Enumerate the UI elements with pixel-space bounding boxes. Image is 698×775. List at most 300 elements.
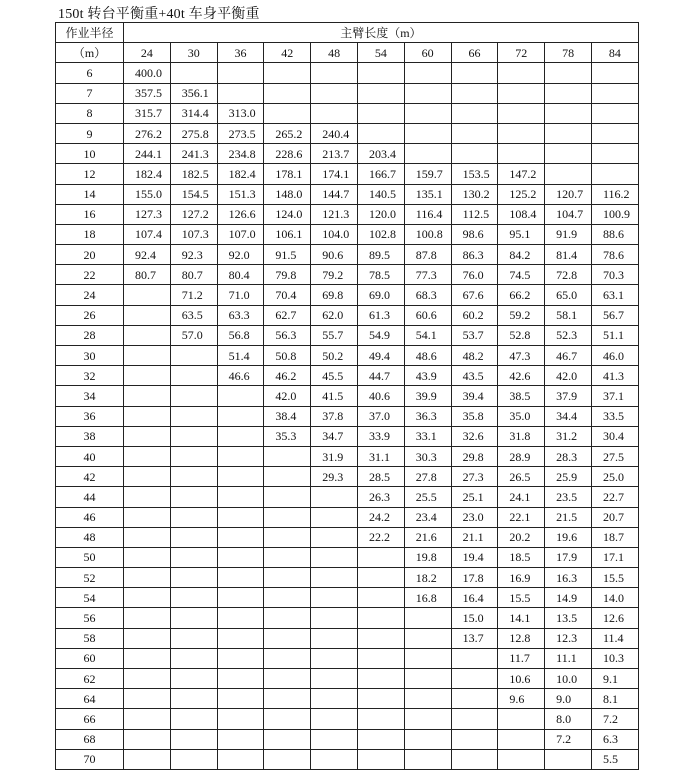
radius-cell: 16 bbox=[56, 204, 124, 224]
load-cell bbox=[170, 568, 217, 588]
load-cell: 21.1 bbox=[451, 527, 498, 547]
load-cell bbox=[217, 648, 264, 668]
load-cell: 79.8 bbox=[264, 265, 311, 285]
load-cell: 17.8 bbox=[451, 568, 498, 588]
load-cell: 100.9 bbox=[591, 204, 638, 224]
boom-length-84: 84 bbox=[591, 43, 638, 63]
load-cell bbox=[311, 487, 358, 507]
load-cell bbox=[311, 547, 358, 567]
load-cell bbox=[217, 426, 264, 446]
load-cell: 107.0 bbox=[217, 224, 264, 244]
table-row bbox=[56, 568, 639, 588]
load-cell bbox=[170, 406, 217, 426]
load-cell: 13.7 bbox=[451, 628, 498, 648]
load-cell: 43.5 bbox=[451, 366, 498, 386]
load-cell bbox=[498, 749, 545, 769]
load-cell: 241.3 bbox=[170, 144, 217, 164]
load-cell bbox=[124, 527, 171, 547]
load-cell: 33.5 bbox=[591, 406, 638, 426]
table-row bbox=[56, 83, 639, 103]
load-cell: 33.9 bbox=[357, 426, 404, 446]
load-cell: 148.0 bbox=[264, 184, 311, 204]
load-cell: 47.3 bbox=[498, 346, 545, 366]
table-row bbox=[56, 669, 639, 689]
load-cell: 153.5 bbox=[451, 164, 498, 184]
load-cell bbox=[498, 144, 545, 164]
load-cell bbox=[451, 103, 498, 123]
load-cell bbox=[357, 709, 404, 729]
load-cell bbox=[311, 608, 358, 628]
table-row bbox=[56, 63, 639, 83]
load-cell: 45.5 bbox=[311, 366, 358, 386]
load-cell: 70.4 bbox=[264, 285, 311, 305]
radius-cell: 8 bbox=[56, 103, 124, 123]
load-cell bbox=[124, 588, 171, 608]
load-cell bbox=[170, 527, 217, 547]
load-cell bbox=[217, 83, 264, 103]
load-cell: 107.3 bbox=[170, 224, 217, 244]
load-cell bbox=[124, 749, 171, 769]
load-cell bbox=[357, 608, 404, 628]
load-cell: 112.5 bbox=[451, 204, 498, 224]
table-row bbox=[56, 164, 639, 184]
load-cell bbox=[451, 749, 498, 769]
load-cell: 19.6 bbox=[545, 527, 592, 547]
load-cell: 48.6 bbox=[404, 346, 451, 366]
boom-length-header: 主臂长度（m） bbox=[124, 23, 639, 43]
load-cell bbox=[404, 103, 451, 123]
table-row bbox=[56, 507, 639, 527]
table-row bbox=[56, 588, 639, 608]
load-cell bbox=[264, 648, 311, 668]
load-cell: 35.3 bbox=[264, 426, 311, 446]
load-cell bbox=[124, 547, 171, 567]
load-cell: 62.7 bbox=[264, 305, 311, 325]
load-cell: 14.0 bbox=[591, 588, 638, 608]
load-cell: 90.6 bbox=[311, 245, 358, 265]
load-cell: 68.3 bbox=[404, 285, 451, 305]
load-cell bbox=[357, 63, 404, 83]
load-cell: 41.5 bbox=[311, 386, 358, 406]
load-cell: 178.1 bbox=[264, 164, 311, 184]
load-cell bbox=[217, 446, 264, 466]
load-cell: 54.1 bbox=[404, 325, 451, 345]
load-cell: 19.4 bbox=[451, 547, 498, 567]
load-cell: 46.2 bbox=[264, 366, 311, 386]
load-cell: 91.9 bbox=[545, 224, 592, 244]
load-cell bbox=[311, 669, 358, 689]
load-cell: 28.5 bbox=[357, 467, 404, 487]
boom-length-66: 66 bbox=[451, 43, 498, 63]
load-cell: 66.2 bbox=[498, 285, 545, 305]
load-cell: 174.1 bbox=[311, 164, 358, 184]
table-row bbox=[56, 325, 639, 345]
table-row bbox=[56, 487, 639, 507]
load-cell: 34.7 bbox=[311, 426, 358, 446]
radius-cell: 32 bbox=[56, 366, 124, 386]
table-row bbox=[56, 689, 639, 709]
load-cell: 16.3 bbox=[545, 568, 592, 588]
load-cell bbox=[451, 144, 498, 164]
radius-cell: 12 bbox=[56, 164, 124, 184]
radius-cell: 18 bbox=[56, 224, 124, 244]
load-cell bbox=[124, 628, 171, 648]
load-cell: 17.9 bbox=[545, 547, 592, 567]
load-cell: 15.0 bbox=[451, 608, 498, 628]
load-cell bbox=[451, 709, 498, 729]
radius-cell: 36 bbox=[56, 406, 124, 426]
load-cell: 98.6 bbox=[451, 224, 498, 244]
load-cell: 22.7 bbox=[591, 487, 638, 507]
load-cell bbox=[357, 568, 404, 588]
load-cell bbox=[124, 305, 171, 325]
load-cell: 9.1 bbox=[591, 669, 638, 689]
load-cell bbox=[217, 729, 264, 749]
load-cell: 23.4 bbox=[404, 507, 451, 527]
load-cell bbox=[498, 103, 545, 123]
load-cell: 58.1 bbox=[545, 305, 592, 325]
load-cell: 147.2 bbox=[498, 164, 545, 184]
radius-cell: 66 bbox=[56, 709, 124, 729]
load-cell bbox=[545, 63, 592, 83]
load-cell: 78.5 bbox=[357, 265, 404, 285]
load-cell: 63.5 bbox=[170, 305, 217, 325]
boom-length-60: 60 bbox=[404, 43, 451, 63]
load-cell: 14.9 bbox=[545, 588, 592, 608]
load-cell bbox=[264, 83, 311, 103]
load-cell bbox=[124, 386, 171, 406]
load-cell: 116.2 bbox=[591, 184, 638, 204]
table-row bbox=[56, 245, 639, 265]
load-cell: 12.8 bbox=[498, 628, 545, 648]
table-title: 150t 转台平衡重+40t 车身平衡重 bbox=[58, 7, 260, 22]
load-cell: 313.0 bbox=[217, 103, 264, 123]
load-cell bbox=[311, 749, 358, 769]
radius-cell: 44 bbox=[56, 487, 124, 507]
load-cell bbox=[170, 467, 217, 487]
load-cell: 91.5 bbox=[264, 245, 311, 265]
load-cell: 25.5 bbox=[404, 487, 451, 507]
load-cell: 33.1 bbox=[404, 426, 451, 446]
load-cell: 273.5 bbox=[217, 123, 264, 143]
load-cell bbox=[404, 144, 451, 164]
load-cell: 11.1 bbox=[545, 648, 592, 668]
radius-cell: 50 bbox=[56, 547, 124, 567]
load-cell: 28.9 bbox=[498, 446, 545, 466]
load-cell: 18.7 bbox=[591, 527, 638, 547]
load-cell: 62.0 bbox=[311, 305, 358, 325]
load-cell: 36.3 bbox=[404, 406, 451, 426]
boom-length-24: 24 bbox=[124, 43, 171, 63]
load-cell bbox=[217, 386, 264, 406]
load-cell: 77.3 bbox=[404, 265, 451, 285]
load-cell: 35.8 bbox=[451, 406, 498, 426]
load-cell bbox=[264, 547, 311, 567]
load-cell bbox=[124, 689, 171, 709]
load-cell: 276.2 bbox=[124, 123, 171, 143]
load-cell bbox=[217, 507, 264, 527]
boom-length-42: 42 bbox=[264, 43, 311, 63]
load-cell: 13.5 bbox=[545, 608, 592, 628]
radius-cell: 56 bbox=[56, 608, 124, 628]
load-cell bbox=[357, 729, 404, 749]
load-cell bbox=[217, 487, 264, 507]
load-cell: 46.0 bbox=[591, 346, 638, 366]
boom-length-72: 72 bbox=[498, 43, 545, 63]
load-cell: 18.2 bbox=[404, 568, 451, 588]
load-cell: 35.0 bbox=[498, 406, 545, 426]
load-cell: 135.1 bbox=[404, 184, 451, 204]
radius-cell: 42 bbox=[56, 467, 124, 487]
load-cell bbox=[311, 527, 358, 547]
table-row bbox=[56, 224, 639, 244]
load-cell: 31.8 bbox=[498, 426, 545, 446]
load-cell bbox=[217, 588, 264, 608]
boom-length-36: 36 bbox=[217, 43, 264, 63]
load-cell: 56.8 bbox=[217, 325, 264, 345]
load-cell: 234.8 bbox=[217, 144, 264, 164]
load-cell bbox=[404, 123, 451, 143]
load-cell bbox=[451, 123, 498, 143]
load-cell: 16.8 bbox=[404, 588, 451, 608]
load-cell: 11.4 bbox=[591, 628, 638, 648]
load-cell: 46.6 bbox=[217, 366, 264, 386]
load-cell: 24.2 bbox=[357, 507, 404, 527]
load-cell: 37.0 bbox=[357, 406, 404, 426]
load-cell: 23.0 bbox=[451, 507, 498, 527]
load-cell bbox=[451, 83, 498, 103]
load-cell: 78.6 bbox=[591, 245, 638, 265]
load-cell bbox=[545, 103, 592, 123]
load-cell bbox=[217, 547, 264, 567]
load-cell: 79.2 bbox=[311, 265, 358, 285]
load-cell: 21.5 bbox=[545, 507, 592, 527]
load-cell: 80.4 bbox=[217, 265, 264, 285]
load-cell bbox=[591, 123, 638, 143]
load-cell: 155.0 bbox=[124, 184, 171, 204]
load-cell: 40.6 bbox=[357, 386, 404, 406]
load-cell: 27.5 bbox=[591, 446, 638, 466]
load-cell: 15.5 bbox=[498, 588, 545, 608]
load-cell: 56.7 bbox=[591, 305, 638, 325]
load-cell bbox=[170, 709, 217, 729]
load-cell: 9.0 bbox=[545, 689, 592, 709]
load-cell bbox=[404, 669, 451, 689]
load-cell: 11.7 bbox=[498, 648, 545, 668]
load-cell: 8.0 bbox=[545, 709, 592, 729]
load-cell bbox=[264, 507, 311, 527]
table-row bbox=[56, 527, 639, 547]
load-cell: 48.2 bbox=[451, 346, 498, 366]
table-row bbox=[56, 346, 639, 366]
radius-cell: 28 bbox=[56, 325, 124, 345]
load-cell: 25.0 bbox=[591, 467, 638, 487]
load-cell: 228.6 bbox=[264, 144, 311, 164]
load-cell bbox=[404, 648, 451, 668]
boom-length-78: 78 bbox=[545, 43, 592, 63]
load-cell: 8.1 bbox=[591, 689, 638, 709]
table-row bbox=[56, 184, 639, 204]
radius-cell: 6 bbox=[56, 63, 124, 83]
load-cell: 74.5 bbox=[498, 265, 545, 285]
load-cell: 7.2 bbox=[545, 729, 592, 749]
load-cell: 49.4 bbox=[357, 346, 404, 366]
load-cell bbox=[124, 729, 171, 749]
load-cell bbox=[591, 83, 638, 103]
load-cell: 71.2 bbox=[170, 285, 217, 305]
table-row bbox=[56, 265, 639, 285]
load-cell: 55.7 bbox=[311, 325, 358, 345]
load-cell: 124.0 bbox=[264, 204, 311, 224]
radius-cell: 7 bbox=[56, 83, 124, 103]
load-cell bbox=[170, 386, 217, 406]
load-cell: 275.8 bbox=[170, 123, 217, 143]
load-cell: 31.1 bbox=[357, 446, 404, 466]
load-cell bbox=[404, 709, 451, 729]
load-cell bbox=[451, 689, 498, 709]
load-cell: 69.8 bbox=[311, 285, 358, 305]
load-cell bbox=[545, 83, 592, 103]
load-cell bbox=[311, 628, 358, 648]
boom-length-48: 48 bbox=[311, 43, 358, 63]
load-cell: 69.0 bbox=[357, 285, 404, 305]
load-cell bbox=[170, 689, 217, 709]
load-cell bbox=[264, 527, 311, 547]
load-cell: 42.6 bbox=[498, 366, 545, 386]
load-cell: 120.7 bbox=[545, 184, 592, 204]
load-cell: 108.4 bbox=[498, 204, 545, 224]
load-cell bbox=[124, 507, 171, 527]
load-cell: 76.0 bbox=[451, 265, 498, 285]
load-cell bbox=[170, 507, 217, 527]
load-cell: 10.6 bbox=[498, 669, 545, 689]
radius-cell: 68 bbox=[56, 729, 124, 749]
radius-cell: 38 bbox=[56, 426, 124, 446]
table-row bbox=[56, 709, 639, 729]
load-cell: 39.9 bbox=[404, 386, 451, 406]
load-cell: 37.9 bbox=[545, 386, 592, 406]
load-cell bbox=[264, 709, 311, 729]
load-cell bbox=[357, 628, 404, 648]
table-row bbox=[56, 204, 639, 224]
load-cell bbox=[498, 729, 545, 749]
load-cell: 7.2 bbox=[591, 709, 638, 729]
load-cell bbox=[124, 608, 171, 628]
load-cell: 130.2 bbox=[451, 184, 498, 204]
load-cell bbox=[591, 63, 638, 83]
table-row bbox=[56, 406, 639, 426]
load-cell bbox=[404, 689, 451, 709]
load-cell bbox=[545, 123, 592, 143]
table-row bbox=[56, 467, 639, 487]
load-cell bbox=[591, 103, 638, 123]
load-cell: 63.3 bbox=[217, 305, 264, 325]
load-cell bbox=[264, 487, 311, 507]
load-cell: 213.7 bbox=[311, 144, 358, 164]
load-cell bbox=[170, 669, 217, 689]
load-cell bbox=[264, 568, 311, 588]
load-cell: 22.2 bbox=[357, 527, 404, 547]
load-cell bbox=[264, 749, 311, 769]
load-cell bbox=[170, 446, 217, 466]
radius-cell: 40 bbox=[56, 446, 124, 466]
load-cell: 26.3 bbox=[357, 487, 404, 507]
load-cell bbox=[498, 63, 545, 83]
load-cell bbox=[311, 63, 358, 83]
load-cell: 60.6 bbox=[404, 305, 451, 325]
load-cell bbox=[311, 103, 358, 123]
load-cell: 159.7 bbox=[404, 164, 451, 184]
load-cell bbox=[124, 446, 171, 466]
load-cell: 125.2 bbox=[498, 184, 545, 204]
load-cell bbox=[217, 669, 264, 689]
radius-cell: 9 bbox=[56, 123, 124, 143]
load-cell bbox=[264, 446, 311, 466]
load-cell: 37.1 bbox=[591, 386, 638, 406]
load-cell: 37.8 bbox=[311, 406, 358, 426]
load-cell: 53.7 bbox=[451, 325, 498, 345]
load-cell: 182.4 bbox=[217, 164, 264, 184]
radius-cell: 46 bbox=[56, 507, 124, 527]
radius-cell: 48 bbox=[56, 527, 124, 547]
load-cell bbox=[170, 426, 217, 446]
load-cell: 154.5 bbox=[170, 184, 217, 204]
load-cell: 10.3 bbox=[591, 648, 638, 668]
load-cell bbox=[217, 628, 264, 648]
load-cell bbox=[404, 63, 451, 83]
load-cell: 20.2 bbox=[498, 527, 545, 547]
radius-cell: 24 bbox=[56, 285, 124, 305]
load-cell: 140.5 bbox=[357, 184, 404, 204]
load-cell: 80.7 bbox=[124, 265, 171, 285]
load-cell: 44.7 bbox=[357, 366, 404, 386]
radius-cell: 14 bbox=[56, 184, 124, 204]
load-cell bbox=[451, 729, 498, 749]
load-cell bbox=[217, 63, 264, 83]
load-cell: 59.2 bbox=[498, 305, 545, 325]
load-cell: 70.3 bbox=[591, 265, 638, 285]
load-cell bbox=[498, 123, 545, 143]
load-cell: 38.5 bbox=[498, 386, 545, 406]
table-row bbox=[56, 285, 639, 305]
load-cell: 182.4 bbox=[124, 164, 171, 184]
load-cell bbox=[311, 709, 358, 729]
load-cell bbox=[217, 406, 264, 426]
table-row bbox=[56, 628, 639, 648]
load-cell bbox=[357, 689, 404, 709]
load-cell: 20.7 bbox=[591, 507, 638, 527]
load-cell: 244.1 bbox=[124, 144, 171, 164]
load-cell: 86.3 bbox=[451, 245, 498, 265]
load-cell: 31.2 bbox=[545, 426, 592, 446]
load-cell bbox=[124, 669, 171, 689]
load-cell: 107.4 bbox=[124, 224, 171, 244]
load-cell bbox=[404, 749, 451, 769]
load-cell bbox=[404, 608, 451, 628]
load-cell bbox=[264, 689, 311, 709]
load-cell bbox=[311, 83, 358, 103]
load-cell: 144.7 bbox=[311, 184, 358, 204]
load-cell: 92.4 bbox=[124, 245, 171, 265]
load-cell: 41.3 bbox=[591, 366, 638, 386]
load-cell bbox=[498, 83, 545, 103]
load-cell: 29.3 bbox=[311, 467, 358, 487]
load-cell bbox=[124, 325, 171, 345]
load-cell: 30.4 bbox=[591, 426, 638, 446]
load-cell: 240.4 bbox=[311, 123, 358, 143]
load-cell: 127.2 bbox=[170, 204, 217, 224]
load-cell: 314.4 bbox=[170, 103, 217, 123]
